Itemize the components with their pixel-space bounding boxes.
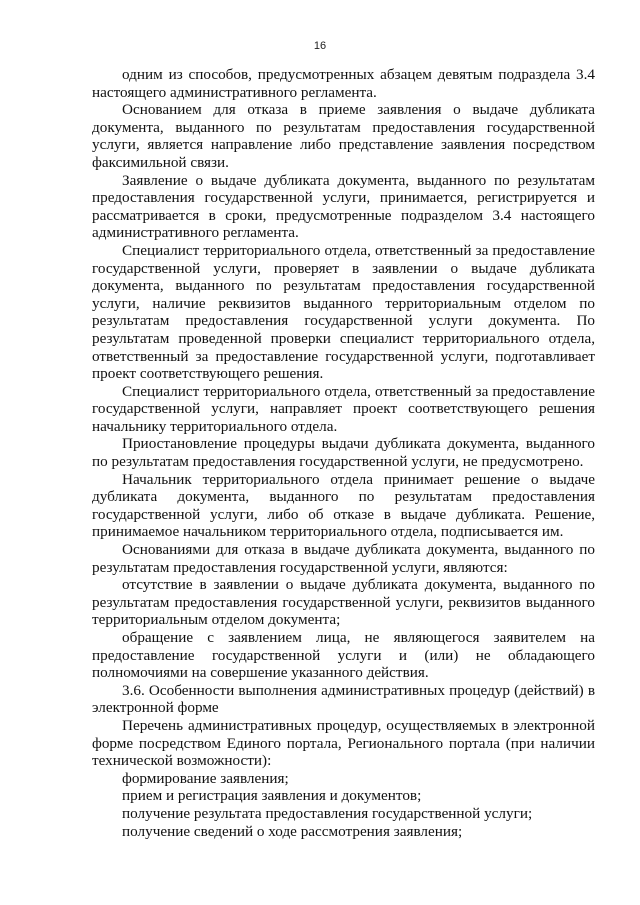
paragraph: Перечень административных процедур, осуществляемых в электронной форме посредством Единого портала, Регионального портала (при наличии технической возможности): bbox=[92, 716, 595, 770]
paragraph: Специалист территориального отдела, ответственный за предоставление государственной услуги, направляет проект соответствующего решения начальнику территориального отдела. bbox=[92, 382, 595, 435]
page-number: 16 bbox=[313, 40, 327, 52]
paragraph: Приостановление процедуры выдачи дубликата документа, выданного по результатам предоставления государственной услуги, не предусмотрено. bbox=[92, 435, 595, 471]
list-item: получение результата предоставления государственной услуги; bbox=[122, 804, 533, 822]
list-item: прием и регистрация заявления и документов; bbox=[122, 787, 422, 805]
list-item: получение сведений о ходе рассмотрения заявления; bbox=[122, 822, 463, 840]
paragraph: Основаниями для отказа в выдаче дубликата документа, выданного по результатам предоставления государственной услуги, являются: bbox=[92, 541, 595, 576]
list-item: формирование заявления; bbox=[122, 769, 289, 787]
paragraph: Специалист территориального отдела, ответственный за предоставление государственной услуги, проверяет в заявлении о выдаче дубликата документа, выданного по результатам предоставления государственной услуги, наличие реквизитов выданного территориальным отделом по результатам предоставления государственной услуги документа. По результатам проведенной проверки специалист территориального отдела, ответственный за предоставление государственной услуги, подготавливает проект соответствующего решения. bbox=[92, 241, 595, 383]
paragraph: одним из способов, предусмотренных абзацем девятым подраздела 3.4 настоящего административного регламента. bbox=[92, 66, 595, 101]
document-body bbox=[92, 66, 595, 840]
paragraph: Начальник территориального отдела принимает решение о выдаче дубликата документа, выданного по результатам предоставления государственной услуги, либо об отказе в выдаче дубликата. Решение, принимаемое начальником территориального отдела, подписывается им. bbox=[92, 470, 595, 541]
paragraph: обращение с заявлением лица, не являющегося заявителем на предоставление государственной услуги и (или) не обладающего полномочиями на совершение указанного действия. bbox=[92, 629, 595, 682]
section-heading: 3.6. Особенности выполнения административных процедур (действий) в электронной форме bbox=[92, 681, 595, 717]
paragraph: Основанием для отказа в приеме заявления о выдаче дубликата документа, выданного по результатам предоставления государственной услуги, является направление либо представление заявления посредством факсимильной связи. bbox=[92, 101, 595, 171]
paragraph: Заявление о выдаче дубликата документа, выданного по результатам предоставления государственной услуги, принимается, регистрируется и рассматривается в сроки, предусмотренные подразделом 3.4 настоящего административного регламента. bbox=[92, 171, 595, 242]
paragraph: отсутствие в заявлении о выдаче дубликата документа, выданного по результатам предоставления государственной услуги, реквизитов выданного территориальным отделом документа; bbox=[92, 576, 595, 629]
